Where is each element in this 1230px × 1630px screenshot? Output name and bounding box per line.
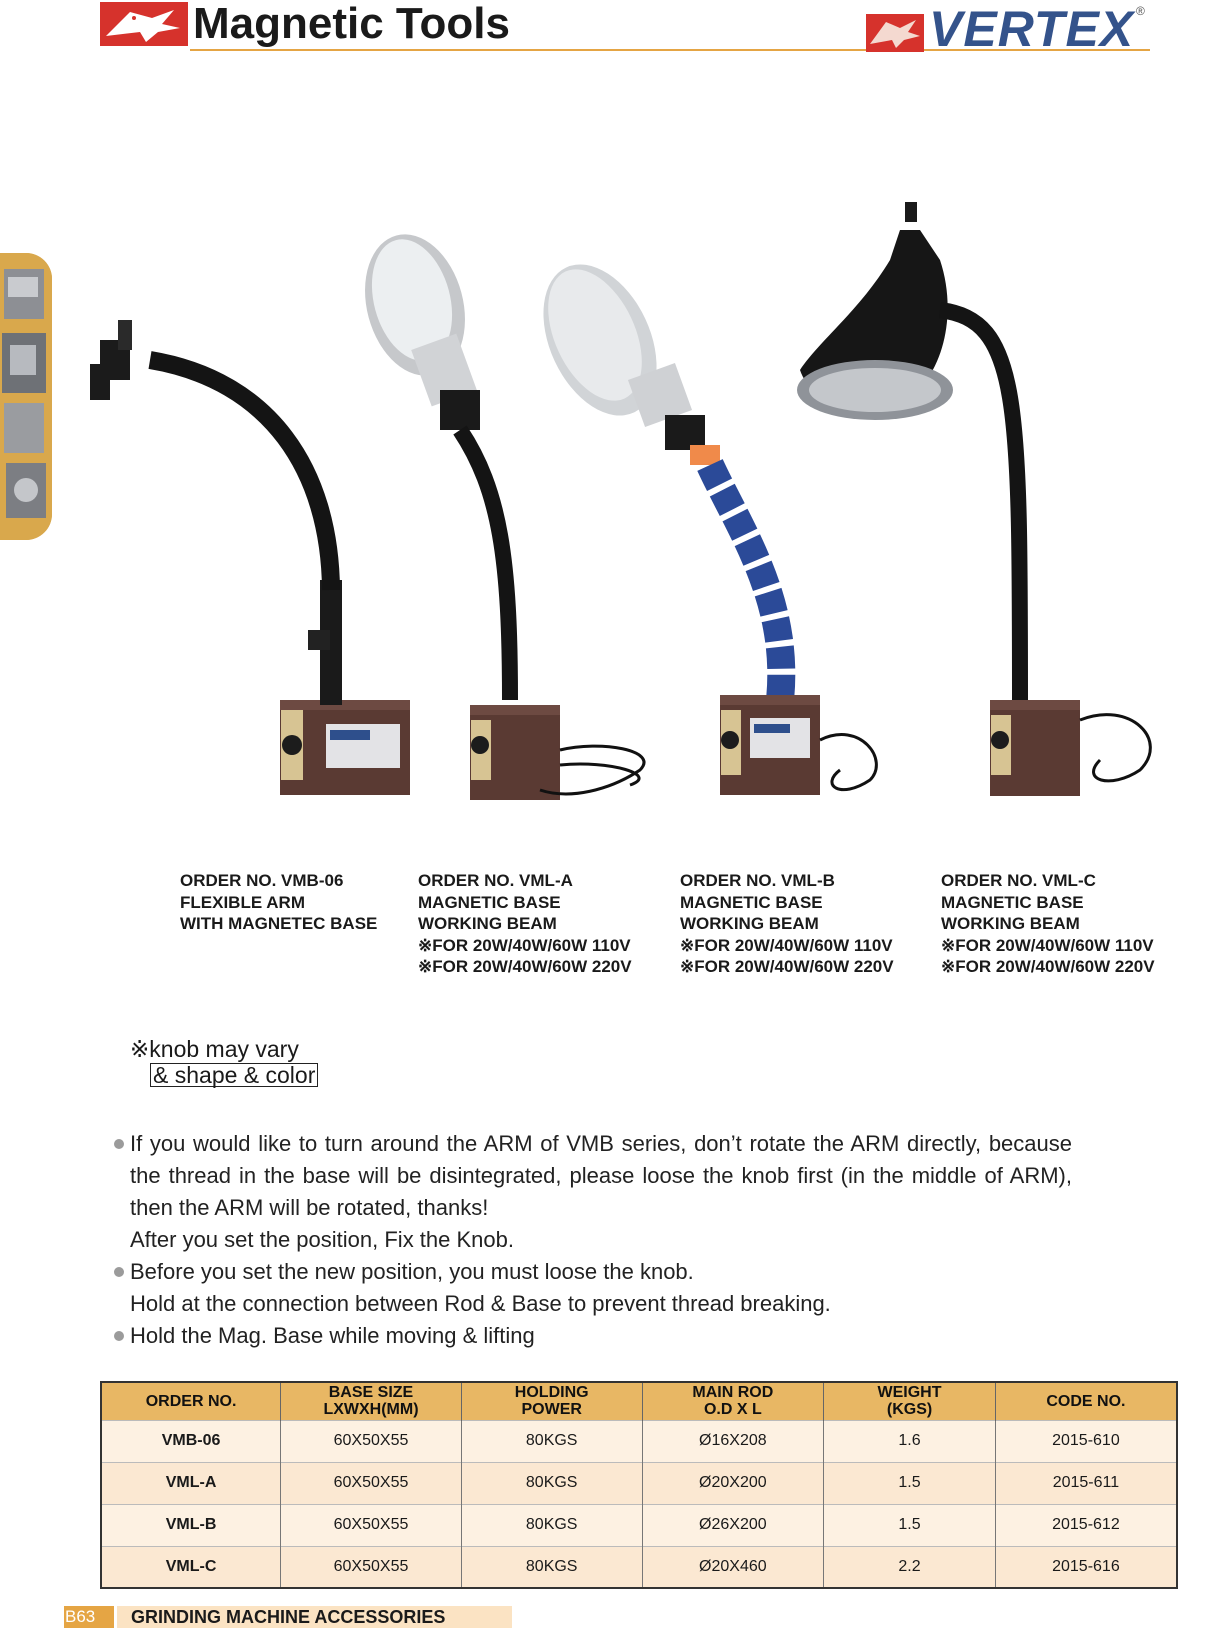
caption-line: FLEXIBLE ARM: [180, 892, 305, 912]
product-images: [0, 200, 1230, 820]
brand-wordmark: VERTEX: [929, 1, 1135, 57]
instruction-item: [112, 1128, 1072, 1256]
caption-vml-c: [941, 870, 1155, 978]
cell-code-no: 2015-616: [995, 1546, 1177, 1588]
caption-vmb-06: [180, 870, 377, 935]
footer-section-title: GRINDING MACHINE ACCESSORIES: [131, 1607, 446, 1627]
caption-order-no: ORDER NO. VMB-06: [180, 871, 344, 890]
cell-code-no: 2015-610: [995, 1420, 1177, 1462]
bullet-dot-icon: [114, 1267, 124, 1277]
col-header-base-size: BASE SIZE LXWXH(MM): [281, 1382, 462, 1420]
cell-order-no: VML-A: [101, 1462, 281, 1504]
col-header-order-no: ORDER NO.: [101, 1382, 281, 1420]
caption-vml-b: [680, 870, 894, 978]
caption-line: ※FOR 20W/40W/60W 220V: [418, 957, 632, 976]
col-header-holding-power: HOLDING POWER: [461, 1382, 642, 1420]
caption-line: WORKING BEAM: [941, 914, 1080, 933]
cell-order-no: VMB-06: [101, 1420, 281, 1462]
registered-mark: ®: [1136, 4, 1145, 18]
cell-main-rod: Ø20X200: [642, 1462, 824, 1504]
instruction-item: [112, 1320, 1072, 1352]
knob-note-line2: & shape & color: [150, 1063, 318, 1087]
page-header: [0, 0, 1230, 60]
table-row: [101, 1504, 1177, 1546]
usage-instructions: [112, 1128, 1072, 1352]
instruction-subtext: Hold at the connection between Rod & Base to prevent thread breaking.: [130, 1291, 831, 1316]
bullet-dot-icon: [114, 1139, 124, 1149]
spec-table: [100, 1381, 1178, 1589]
caption-line: ※FOR 20W/40W/60W 110V: [418, 935, 631, 955]
cell-holding-power: 80KGS: [461, 1546, 642, 1588]
knob-note-line1: ※knob may vary: [130, 1036, 299, 1062]
cell-weight: 2.2: [824, 1546, 996, 1588]
cell-code-no: 2015-611: [995, 1462, 1177, 1504]
caption-line: MAGNETIC BASE: [941, 892, 1084, 912]
cell-holding-power: 80KGS: [461, 1462, 642, 1504]
caption-line: ※FOR 20W/40W/60W 220V: [680, 957, 894, 976]
col-header-main-rod: MAIN ROD O.D X L: [642, 1382, 824, 1420]
col-header-code-no: CODE NO.: [995, 1382, 1177, 1420]
table-row: [101, 1420, 1177, 1462]
caption-line: ※FOR 20W/40W/60W 110V: [680, 935, 893, 955]
bullet-dot-icon: [114, 1331, 124, 1341]
caption-vml-a: [418, 870, 632, 978]
page-title: Magnetic Tools: [193, 0, 510, 48]
page-number: B63: [64, 1606, 114, 1628]
eagle-logo-icon: [100, 2, 188, 46]
table-row: [101, 1546, 1177, 1588]
cell-holding-power: 80KGS: [461, 1420, 642, 1462]
instruction-text: If you would like to turn around the ARM of VMB series, don’t rotate the ARM directly, because the thread in the base will be disintegrated, please loose the knob first (in the middle of ARM), then the ARM will be rotated, thanks!: [130, 1131, 1072, 1220]
table-row: [101, 1462, 1177, 1504]
caption-line: ※FOR 20W/40W/60W 110V: [941, 935, 1154, 955]
cell-main-rod: Ø26X200: [642, 1504, 824, 1546]
cell-weight: 1.5: [824, 1504, 996, 1546]
cell-base-size: 60X50X55: [281, 1462, 462, 1504]
cell-main-rod: Ø16X208: [642, 1420, 824, 1462]
table-header-row: [101, 1382, 1177, 1420]
cell-holding-power: 80KGS: [461, 1504, 642, 1546]
instruction-text: Before you set the new position, you must loose the knob.: [130, 1259, 694, 1284]
cell-order-no: VML-C: [101, 1546, 281, 1588]
instruction-item: [112, 1256, 1072, 1320]
caption-order-no: ORDER NO. VML-A: [418, 871, 573, 890]
knob-note: [130, 1036, 318, 1088]
cell-code-no: 2015-612: [995, 1504, 1177, 1546]
instruction-text: Hold the Mag. Base while moving & lifting: [130, 1323, 535, 1348]
vertex-logo: [866, 1, 1156, 57]
col-header-weight: WEIGHT (KGS): [824, 1382, 996, 1420]
instruction-subtext: After you set the position, Fix the Knob.: [130, 1227, 514, 1252]
caption-line: WITH MAGNETEC BASE: [180, 914, 378, 933]
caption-line: ※FOR 20W/40W/60W 220V: [941, 957, 1155, 976]
vml-c-product-image: [790, 200, 1190, 810]
caption-line: MAGNETIC BASE: [680, 892, 823, 912]
cell-weight: 1.5: [824, 1462, 996, 1504]
caption-order-no: ORDER NO. VML-B: [680, 871, 835, 890]
cell-base-size: 60X50X55: [281, 1546, 462, 1588]
cell-base-size: 60X50X55: [281, 1420, 462, 1462]
cell-main-rod: Ø20X460: [642, 1546, 824, 1588]
caption-line: WORKING BEAM: [680, 914, 819, 933]
brand-eagle-icon: [866, 14, 924, 52]
caption-line: WORKING BEAM: [418, 914, 557, 933]
cell-base-size: 60X50X55: [281, 1504, 462, 1546]
cell-order-no: VML-B: [101, 1504, 281, 1546]
cell-weight: 1.6: [824, 1420, 996, 1462]
caption-line: MAGNETIC BASE: [418, 892, 561, 912]
caption-order-no: ORDER NO. VML-C: [941, 871, 1096, 890]
page-footer: [0, 1606, 1230, 1630]
